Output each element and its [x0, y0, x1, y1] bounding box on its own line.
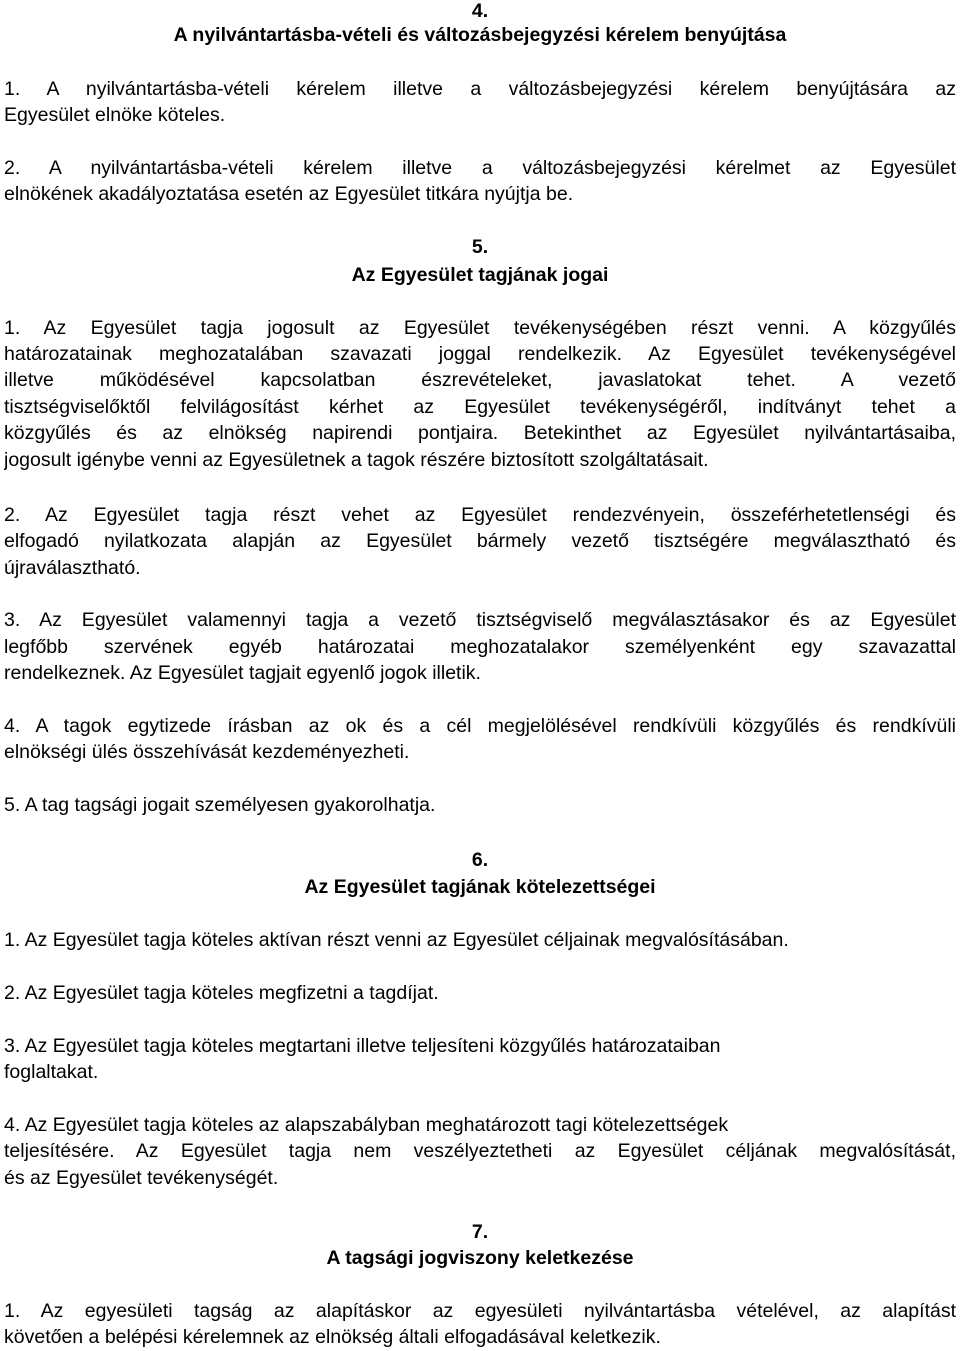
section-6-para-2-line-1: 2. Az Egyesület tagja köteles megfizetni a tagdíjat.	[4, 982, 439, 1004]
section-5-para-4-line-1: 4. A tagok egytizede írásban az ok és a cél megjelölésével rendkívüli közgyűlés és rendkívüli	[4, 715, 956, 737]
section-5-para-3-line-1: 3. Az Egyesület valamennyi tagja a vezető tisztségviselő megválasztásakor és az Egyesület	[4, 609, 956, 631]
section-6-para-4-line-3: és az Egyesület tevékenységét.	[4, 1167, 279, 1189]
section-4-para-2-line-2: elnökének akadályoztatása esetén az Egyesület titkára nyújtja be.	[4, 183, 574, 205]
section-5-para-1-line-3: illetve működésével kapcsolatban észrevételeket, javaslatokat tehet. A vezető	[4, 369, 956, 391]
section-6-para-4-line-2: teljesítésére. Az Egyesület tagja nem veszélyeztetheti az Egyesület céljának megvalósítását,	[4, 1140, 956, 1162]
section-5-para-1-line-4: tisztségviselőktől felvilágosítást kérhet az Egyesület tevékenységéről, indítványt tehet a	[4, 396, 956, 418]
section-7-title: A tagsági jogviszony keletkezése	[326, 1247, 634, 1269]
section-5-para-1-line-2: határozatainak meghozatalában szavazati joggal rendelkezik. Az Egyesület tevékenységével	[4, 343, 956, 365]
section-5-para-2-line-1: 2. Az Egyesület tagja részt vehet az Egyesület rendezvényein, összeférhetetlenségi és	[4, 504, 956, 526]
section-5-para-5-line-1: 5. A tag tagsági jogait személyesen gyakorolhatja.	[4, 794, 436, 816]
section-5-para-1-line-6: jogosult igénybe venni az Egyesületnek a tagok részére biztosított szolgáltatásait.	[4, 449, 709, 471]
section-5-para-4-line-2: elnökségi ülés összehívását kezdeményezheti.	[4, 741, 410, 763]
section-6-para-3-line-1: 3. Az Egyesület tagja köteles megtartani illetve teljesíteni közgyűlés határozataiban	[4, 1035, 721, 1057]
section-6-para-1-line-1: 1. Az Egyesület tagja köteles aktívan részt venni az Egyesület céljainak megvalósításában.	[4, 929, 789, 951]
section-5-para-3-line-2: legfőbb szervének egyéb határozatai meghozatalakor személyenként egy szavazattal	[4, 636, 956, 658]
section-7-para-1-line-2: követően a belépési kérelemnek az elnökség általi elfogadásával keletkezik.	[4, 1326, 661, 1348]
section-5-para-3-line-3: rendelkeznek. Az Egyesület tagjait egyenlő jogok illetik.	[4, 662, 481, 684]
section-5-para-1-line-1: 1. Az Egyesület tagja jogosult az Egyesület tevékenységében részt venni. A közgyűlés	[4, 317, 956, 339]
section-6-title: Az Egyesület tagjának kötelezettségei	[304, 876, 656, 898]
section-7-para-1-line-1: 1. Az egyesületi tagság az alapításkor az egyesületi nyilvántartásba vételével, az alapítást	[4, 1300, 956, 1322]
section-4-para-1-line-2: Egyesület elnöke köteles.	[4, 104, 226, 126]
section-4-title: A nyilvántartásba-vételi és változásbejegyzési kérelem benyújtása	[173, 24, 787, 46]
section-5-para-2-line-3: újraválasztható.	[4, 557, 141, 579]
section-5-number: 5.	[471, 236, 489, 258]
section-6-para-4-line-1: 4. Az Egyesület tagja köteles az alapszabályban meghatározott tagi kötelezettségek	[4, 1114, 729, 1136]
section-6-number: 6.	[471, 849, 489, 871]
section-4-para-1-line-1: 1. A nyilvántartásba-vételi kérelem illetve a változásbejegyzési kérelem benyújtására az	[4, 78, 956, 100]
section-5-title: Az Egyesület tagjának jogai	[351, 264, 609, 286]
section-7-number: 7.	[471, 1221, 489, 1243]
section-4-number: 4.	[471, 0, 489, 22]
section-6-para-3-line-2: foglaltakat.	[4, 1061, 99, 1083]
section-5-para-2-line-2: elfogadó nyilatkozata alapján az Egyesület bármely vezető tisztségére megválasztható és	[4, 530, 956, 552]
section-4-para-2-line-1: 2. A nyilvántartásba-vételi kérelem illetve a változásbejegyzési kérelmet az Egyesület	[4, 157, 956, 179]
section-5-para-1-line-5: közgyűlés és az elnökség napirendi pontjaira. Betekinthet az Egyesület nyilvántartásaiba,	[4, 422, 956, 444]
